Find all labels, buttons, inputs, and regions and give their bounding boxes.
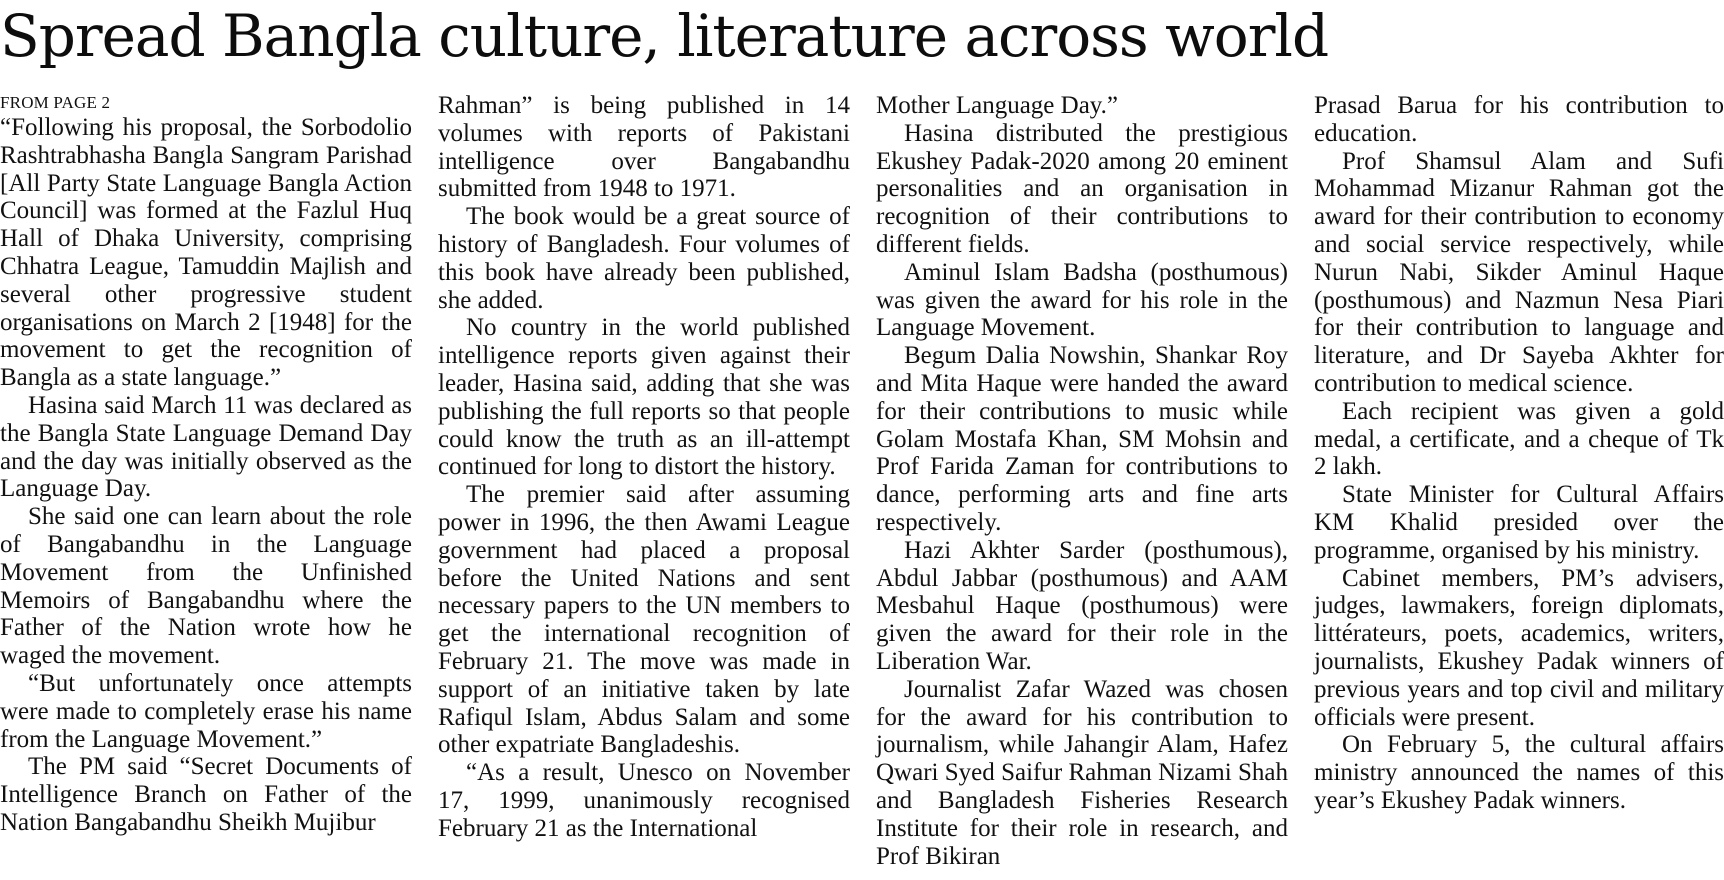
paragraph: She said one can learn about the role of Bangabandhu in the Language Movement from the Unfinished Memoirs of Bangabandhu where the Father of the Nation wrote how he waged the movement. bbox=[0, 503, 412, 670]
paragraph: State Minister for Cultural Affairs KM Khalid presided over the programme, organised by his ministry. bbox=[1314, 481, 1724, 564]
column-2 bbox=[438, 92, 850, 843]
paragraph: The PM said “Secret Documents of Intelligence Branch on Father of the Nation Bangabandhu Sheikh Mujibur bbox=[0, 753, 412, 836]
column-1 bbox=[0, 92, 412, 837]
paragraph: Rahman” is being published in 14 volumes with reports of Pakistani intelligence over Bangabandhu submitted from 1948 to 1971. bbox=[438, 92, 850, 203]
article-body bbox=[0, 92, 1724, 880]
paragraph: Begum Dalia Nowshin, Shankar Roy and Mita Haque were handed the award for their contributions to music while Golam Mostafa Khan, SM Mohsin and Prof Farida Zaman for contributions to dance, performing arts and fine arts respectively. bbox=[876, 342, 1288, 536]
paragraph: Hasina said March 11 was declared as the Bangla State Language Demand Day and the day was initially observed as the Language Day. bbox=[0, 391, 412, 503]
paragraph: “But unfortunately once attempts were made to completely erase his name from the Language Movement.” bbox=[0, 669, 412, 753]
paragraph: Aminul Islam Badsha (posthumous) was given the award for his role in the Language Movement. bbox=[876, 258, 1288, 342]
paragraph: Mother Language Day.” bbox=[876, 92, 1119, 119]
paragraph: The book would be a great source of history of Bangladesh. Four volumes of this book have already been published, she added. bbox=[438, 203, 850, 314]
jump-label: FROM PAGE 2 bbox=[0, 93, 111, 112]
paragraph: On February 5, the cultural affairs ministry announced the names of this year’s Ekushey Padak winners. bbox=[1314, 731, 1724, 814]
paragraph: Prasad Barua for his contribution to education. bbox=[1314, 92, 1724, 147]
paragraph: “Following his proposal, the Sorbodolio Rashtrabhasha Bangla Sangram Parishad [All Party State Language Bangla Action Council] was formed at the Fazlul Huq Hall of Dhaka University, comprising Chhatra League, Tamuddin Majlish and several other progressive student organisations on March 2 [1948] for the movement to get the recognition of Bangla as a state language.” bbox=[0, 114, 412, 392]
column-4 bbox=[1314, 92, 1724, 815]
column-3 bbox=[876, 92, 1288, 870]
paragraph: The premier said after assuming power in 1996, the then Awami League government had placed a proposal before the United Nations and sent necessary papers to the UN members to get the international recognition of February 21. The move was made in support of an initiative taken by late Rafiqul Islam, Abdus Salam and some other expatriate Bangladeshis. bbox=[438, 481, 850, 759]
paragraph: Hazi Akhter Sarder (posthumous), Abdul Jabbar (posthumous) and AAM Mesbahul Haque (posthumous) were given the award for their role in the Liberation War. bbox=[876, 536, 1288, 675]
paragraph: Hasina distributed the prestigious Ekushey Padak-2020 among 20 eminent personalities and an organisation in recognition of their contributions to different fields. bbox=[876, 119, 1288, 258]
paragraph: Prof Shamsul Alam and Sufi Mohammad Mizanur Rahman got the award for their contribution to economy and social service respectively, while Nurun Nabi, Sikder Aminul Haque (posthumous) and Nazmun Nesa Piari for their contribution to language and literature, and Dr Sayeba Akhter for contribution to medical science. bbox=[1314, 147, 1724, 397]
paragraph: Journalist Zafar Wazed was chosen for the award for his contribution to journalism, while Jahangir Alam, Hafez Qwari Syed Saifur Rahman Nizami Shah and Bangladesh Fisheries Research Institute for their role in research, and Prof Bikiran bbox=[876, 675, 1288, 870]
paragraph: Each recipient was given a gold medal, a certificate, and a cheque of Tk 2 lakh. bbox=[1314, 397, 1724, 481]
paragraph: Cabinet members, PM’s advisers, judges, lawmakers, foreign diplomats, littérateurs, poets, academics, writers, journalists, Ekushey Padak winners of previous years and top civil and military officials were present. bbox=[1314, 564, 1724, 731]
paragraph: No country in the world published intelligence reports given against their leader, Hasina said, adding that she was publishing the full reports so that people could know the truth as an ill-attempt continued for long to distort the history. bbox=[438, 314, 850, 481]
paragraph: “As a result, Unesco on November 17, 1999, unanimously recognised February 21 as the International bbox=[438, 759, 850, 842]
headline: Spread Bangla culture, literature across world bbox=[0, 2, 1329, 70]
